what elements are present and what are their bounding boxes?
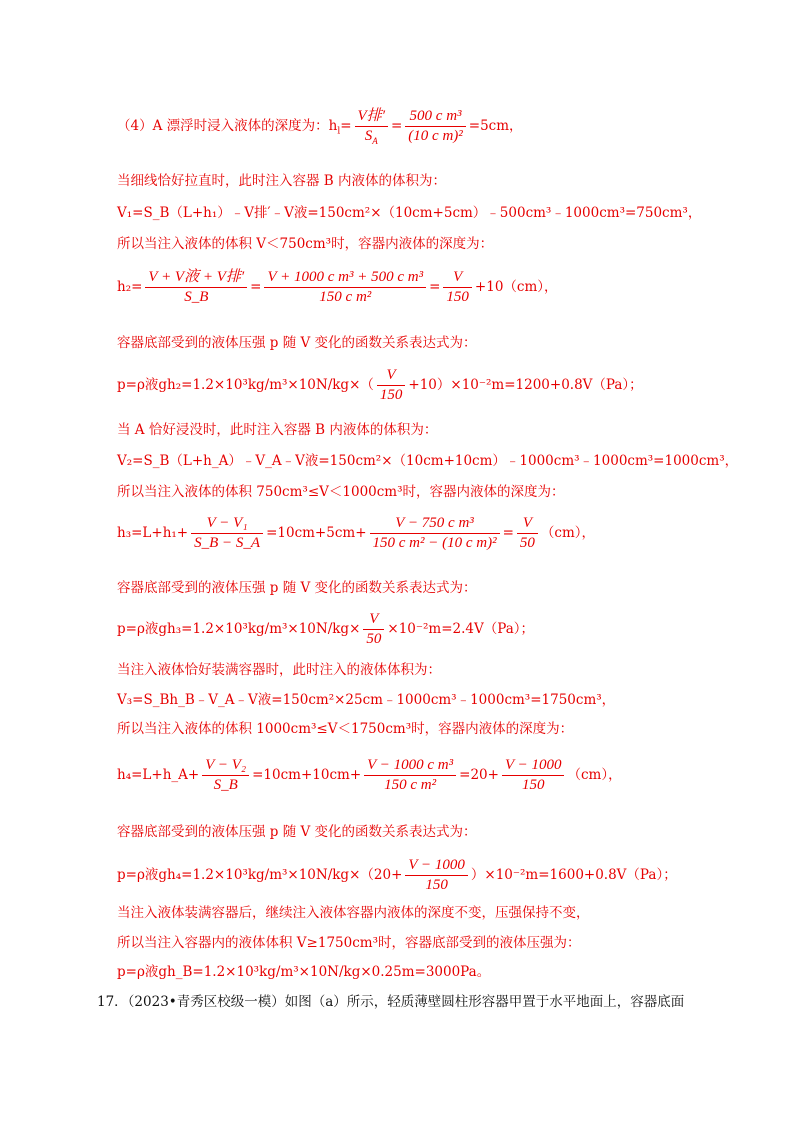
denominator: 150 xyxy=(446,289,469,305)
numerator: V + 1000 c m³ + 500 c m³ xyxy=(264,268,426,288)
fraction xyxy=(264,268,426,307)
numerator: V − V₂ xyxy=(202,756,249,776)
denominator: S_B xyxy=(184,289,209,305)
text: =5cm， xyxy=(468,118,523,134)
denominator: 150 xyxy=(379,387,403,403)
fraction xyxy=(364,756,456,795)
numerator: V − 750 c m³ xyxy=(370,514,500,534)
line-h3 xyxy=(117,514,595,553)
numerator: V − 1000 xyxy=(502,756,565,776)
text: （cm）， xyxy=(567,767,622,783)
fraction xyxy=(502,756,565,795)
line: 当细线恰好拉直时，此时注入容器 B 内液体的体积为： xyxy=(117,173,447,189)
numerator: V排′ xyxy=(355,107,388,127)
text: =10cm+5cm+ xyxy=(266,525,367,541)
text: =10cm+10cm+ xyxy=(252,767,362,783)
line-float-depth: （4）A 漂浮时浸入液体的深度为：$h_l=$ $\frac{\text{V排′}}{S_A}$ = $\frac{\text{500 c m³}}{\text{(10 c m)²}}$ =5cm， xyxy=(117,108,523,146)
text: p=ρ液gh₂=1.2×10³kg/m³×10N/kg×（ xyxy=(117,377,374,393)
text: ）×10⁻²m=1600+0.8V（Pa）； xyxy=(470,867,677,883)
line-h2: h₂= $\frac{\text{V + V液 + V排′}}{S\_B}$ = $\frac{\text{V + 1000 c m³ + 500 c m³}}{\text{150 c m²}}$ = $\frac{V}{150}$ +10（cm）， xyxy=(117,269,558,305)
line: 当注入液体恰好装满容器时，此时注入的液体体积为： xyxy=(117,662,441,678)
fraction xyxy=(363,610,384,649)
line: 所以当注入液体的体积 1000cm³≤V＜1750cm³时，容器内液体的深度为： xyxy=(117,721,574,737)
denominator: (10 c m)² xyxy=(408,128,463,144)
numerator: V − V₁ xyxy=(191,514,263,534)
numerator: V xyxy=(443,268,472,288)
text: = xyxy=(340,118,352,134)
text: +10（cm）， xyxy=(474,279,558,295)
text: A xyxy=(372,136,378,146)
text: S xyxy=(364,128,373,144)
fraction xyxy=(145,268,247,307)
fraction xyxy=(405,856,468,895)
numerator: V − 1000 xyxy=(405,856,468,876)
text: = xyxy=(502,525,514,541)
fraction xyxy=(443,268,472,307)
text: （cm）， xyxy=(540,525,596,541)
text: h₃=L+h₁+ xyxy=(117,525,189,541)
line: V₃=S_Bh_B﹣V_A﹣V液=150cm²×25cm﹣1000cm³﹣1000cm³=1750cm³， xyxy=(117,692,616,708)
line: 所以当注入液体的体积 750cm³≤V＜1000cm³时，容器内液体的深度为： xyxy=(117,484,565,500)
numerator: V xyxy=(363,610,384,630)
fraction xyxy=(202,756,249,795)
text: ×10⁻²m=2.4V（Pa）； xyxy=(387,621,535,637)
denominator: 50 xyxy=(366,631,382,647)
line: V₂=S_B（L+h_A）﹣V_A﹣V液=150cm²×（10cm+10cm）﹣1000cm³﹣1000cm³=1000cm³， xyxy=(117,453,739,469)
fraction xyxy=(377,366,406,405)
denominator: 150 c m² xyxy=(384,777,437,793)
numerator: V xyxy=(517,514,538,534)
text: p=ρ液gh₄=1.2×10³kg/m³×10N/kg×（20+ xyxy=(117,867,403,883)
denominator: 50 xyxy=(519,535,535,551)
line: V₁=S_B（L+h₁）﹣V排′﹣V液=150cm²×（10cm+5cm）﹣500cm³﹣1000cm³=750cm³， xyxy=(117,205,702,221)
numerator: 500 c m³ xyxy=(405,107,465,127)
text: h₂= xyxy=(117,279,143,295)
line-p3 xyxy=(117,610,534,649)
denominator xyxy=(355,127,388,146)
numerator: V xyxy=(377,366,406,386)
line: 所以当注入容器内的液体体积 V≥1750cm³时，容器底部受到的液体压强为： xyxy=(117,935,581,951)
fraction xyxy=(405,107,465,146)
fraction xyxy=(355,107,388,146)
numerator: V + V液 + V排′ xyxy=(145,268,247,288)
fraction xyxy=(517,514,538,553)
text: =20+ xyxy=(459,767,499,783)
denominator: 150 c m² xyxy=(319,289,372,305)
line-p4 xyxy=(117,856,677,895)
line: 当 A 恰好浸没时，此时注入容器 B 内液体的体积为： xyxy=(117,422,438,438)
denominator: 150 xyxy=(521,777,545,793)
denominator: 150 c m² − (10 c m)² xyxy=(372,535,497,551)
fraction xyxy=(191,514,263,553)
denominator: S_B − S_A xyxy=(194,535,261,551)
line: 当注入液体装满容器后，继续注入液体容器内液体的深度不变，压强保持不变， xyxy=(117,905,590,921)
question-17-heading: 17．（2023•青秀区校级一模）如图（a）所示，轻质薄壁圆柱形容器甲置于水平地面上，容器底面 xyxy=(97,994,685,1010)
denominator: S_B xyxy=(213,777,238,793)
line: 所以当注入液体的体积 V＜750cm³时，容器内液体的深度为： xyxy=(117,236,494,252)
line: 容器底部受到的液体压强 p 随 V 变化的函数关系表达式为： xyxy=(117,335,477,351)
line: p=ρ液gh_B=1.2×10³kg/m³×10N/kg×0.25m=3000Pa。 xyxy=(117,964,491,980)
numerator: V − 1000 c m³ xyxy=(364,756,456,776)
text: h₄=L+h_A+ xyxy=(117,767,200,783)
line-p2 xyxy=(117,366,643,405)
text: （4）A 漂浮时浸入液体的深度为：h xyxy=(117,118,338,134)
line: 容器底部受到的液体压强 p 随 V 变化的函数关系表达式为： xyxy=(117,824,477,840)
denominator: 150 xyxy=(425,877,448,893)
line: 容器底部受到的液体压强 p 随 V 变化的函数关系表达式为： xyxy=(117,580,477,596)
line-h4 xyxy=(117,756,622,795)
fraction xyxy=(370,514,500,553)
text: l xyxy=(337,126,341,137)
text: +10）×10⁻²m=1200+0.8V（Pa）； xyxy=(408,377,643,393)
text: p=ρ液gh₃=1.2×10³kg/m³×10N/kg× xyxy=(117,621,361,637)
